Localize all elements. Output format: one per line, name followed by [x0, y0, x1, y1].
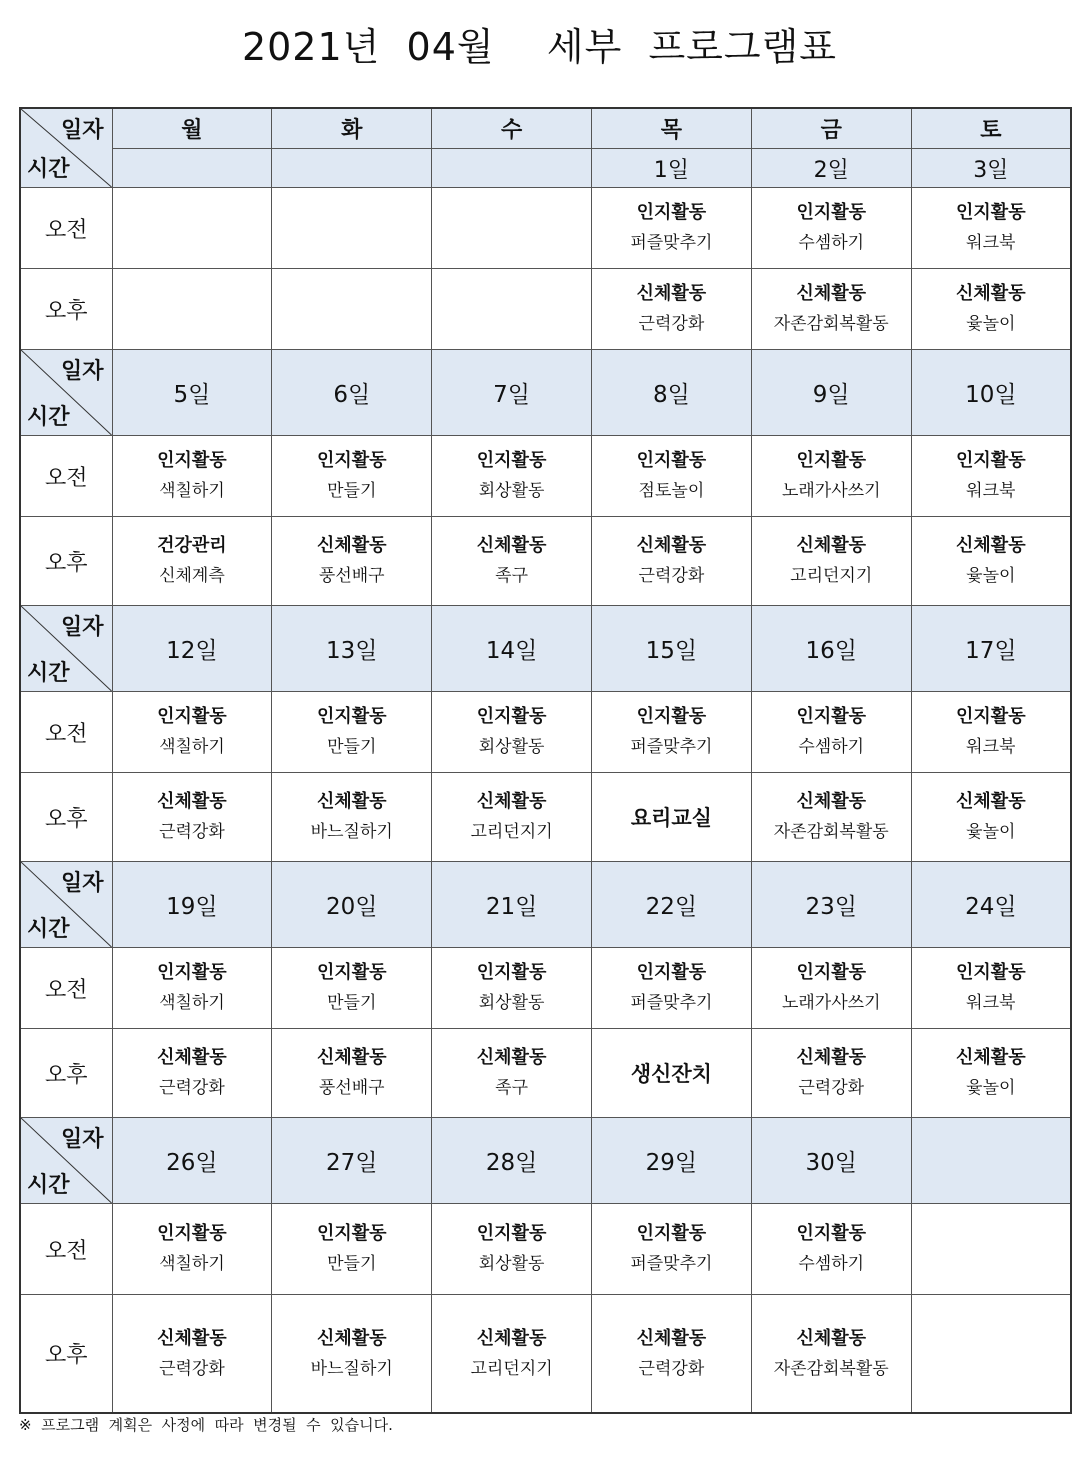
slot-row-am [20, 188, 1071, 269]
date-cell: 29일 [591, 1118, 751, 1204]
date-cell: 30일 [751, 1118, 911, 1204]
activity-cell [272, 1204, 432, 1295]
activity-category: 인지활동 [316, 1223, 387, 1244]
activity-name: 고리던지기 [790, 566, 873, 586]
activity-name: 수셈하기 [798, 737, 865, 757]
activity-name: 족구 [495, 1078, 528, 1098]
activity-name: 워크북 [966, 233, 1016, 253]
activity-name: 근력강화 [798, 1078, 865, 1098]
slot-row-am [20, 1204, 1071, 1295]
date-cell: 16일 [751, 606, 911, 692]
activity-cell [112, 188, 272, 269]
page-title: 2021년 04월 세부 프로그램표 [241, 25, 838, 69]
date-cell: 12일 [112, 606, 272, 692]
slot-label: 오전 [20, 1204, 112, 1295]
day-header: 수 [432, 108, 592, 149]
date-cell: 5일 [112, 350, 272, 436]
activity-category: 신체활동 [157, 791, 227, 812]
activity-name: 퍼즐맞추기 [630, 737, 713, 757]
date-cell [272, 149, 432, 188]
activity-name: 색칠하기 [159, 481, 225, 501]
activity-cell [432, 1204, 592, 1295]
activity-cell [272, 692, 432, 773]
activity-cell [591, 517, 751, 606]
slot-label: 오후 [20, 1029, 112, 1118]
activity-category: 인지활동 [956, 962, 1026, 983]
activity-cell [112, 269, 272, 350]
activity-name: 자존감회복활동 [773, 822, 889, 842]
day-header: 토 [911, 108, 1071, 149]
activity-category: 인지활동 [636, 1223, 707, 1244]
activity-cell [432, 188, 592, 269]
activity-category: 인지활동 [476, 962, 547, 983]
slot-label: 오후 [20, 1295, 112, 1414]
activity-name: 풍선배구 [318, 1078, 385, 1098]
activity-cell [272, 436, 432, 517]
corner-time-label: 시간 [27, 917, 70, 942]
slot-row-am [20, 692, 1071, 773]
activity-cell [751, 269, 911, 350]
activity-cell [911, 517, 1071, 606]
slot-label: 오후 [20, 773, 112, 862]
activity-cell [911, 1204, 1071, 1295]
activity-name: 근력강화 [159, 822, 225, 842]
activity-category: 신체활동 [956, 1047, 1026, 1068]
activity-name: 바느질하기 [310, 1358, 393, 1379]
activity-cell [432, 948, 592, 1029]
date-cell: 21일 [432, 862, 592, 948]
activity-name: 색칠하기 [159, 1254, 225, 1274]
week-header-row [20, 350, 1071, 436]
activity-category: 인지활동 [476, 1223, 547, 1244]
date-cell: 24일 [911, 862, 1071, 948]
activity-category: 신체활동 [316, 1327, 387, 1349]
activity-cell [112, 948, 272, 1029]
corner-date-label: 일자 [60, 1127, 104, 1152]
activity-cell [751, 517, 911, 606]
activity-cell [591, 188, 751, 269]
activity-cell [591, 1029, 751, 1118]
date-cell: 6일 [272, 350, 432, 436]
slot-row-am [20, 948, 1071, 1029]
schedule-table [19, 107, 1072, 1414]
activity-category: 인지활동 [476, 450, 547, 471]
date-cell: 19일 [112, 862, 272, 948]
activity-name: 근력강화 [159, 1078, 225, 1098]
date-cell: 3일 [911, 149, 1071, 188]
slot-label: 오전 [20, 188, 112, 269]
date-cell: 28일 [432, 1118, 592, 1204]
activity-cell [911, 692, 1071, 773]
activity-name: 워크북 [966, 737, 1016, 757]
activity-name: 바느질하기 [310, 822, 393, 842]
activity-cell [591, 1204, 751, 1295]
date-cell: 22일 [591, 862, 751, 948]
header-row-days [20, 108, 1071, 149]
date-cell: 13일 [272, 606, 432, 692]
activity-cell [112, 1204, 272, 1295]
activity-name: 만들기 [327, 993, 377, 1013]
date-cell: 26일 [112, 1118, 272, 1204]
slot-label: 오후 [20, 517, 112, 606]
special-event: 요리교실 [630, 806, 712, 830]
activity-category: 신체활동 [796, 283, 866, 304]
slot-label: 오후 [20, 269, 112, 350]
activity-category: 인지활동 [157, 1223, 227, 1244]
activity-cell [112, 773, 272, 862]
activity-name: 윷놀이 [966, 314, 1016, 334]
activity-cell [751, 1029, 911, 1118]
activity-cell [591, 773, 751, 862]
activity-cell [751, 692, 911, 773]
day-header: 목 [591, 108, 751, 149]
activity-cell [112, 1029, 272, 1118]
activity-category: 인지활동 [956, 706, 1026, 727]
date-cell [911, 1118, 1071, 1204]
activity-category: 신체활동 [796, 791, 866, 812]
activity-category: 인지활동 [316, 706, 387, 727]
slot-label: 오전 [20, 436, 112, 517]
activity-category: 인지활동 [796, 962, 866, 983]
activity-name: 만들기 [327, 481, 377, 501]
activity-name: 만들기 [327, 737, 377, 757]
activity-name: 색칠하기 [159, 737, 225, 757]
activity-name: 풍선배구 [318, 566, 385, 586]
activity-cell [751, 436, 911, 517]
activity-category: 신체활동 [316, 1047, 387, 1068]
activity-name: 워크북 [966, 993, 1016, 1013]
header-row-dates [20, 149, 1071, 188]
activity-category: 신체활동 [956, 535, 1026, 556]
activity-name: 근력강화 [638, 566, 705, 586]
date-cell [112, 149, 272, 188]
activity-cell [112, 436, 272, 517]
activity-category: 신체활동 [476, 535, 547, 556]
activity-name: 노래가사쓰기 [781, 993, 881, 1013]
activity-category: 인지활동 [796, 450, 866, 471]
activity-cell [432, 1295, 592, 1414]
date-cell: 14일 [432, 606, 592, 692]
activity-name: 고리던지기 [470, 822, 553, 842]
header-corner-cell [20, 108, 112, 188]
activity-category: 신체활동 [476, 1327, 547, 1349]
activity-cell [911, 188, 1071, 269]
date-cell: 10일 [911, 350, 1071, 436]
activity-name: 회상활동 [478, 481, 545, 501]
activity-category: 인지활동 [157, 450, 227, 471]
activity-cell [272, 188, 432, 269]
activity-name: 점토놀이 [638, 481, 705, 501]
slot-label: 오전 [20, 948, 112, 1029]
activity-category: 신체활동 [636, 283, 707, 304]
activity-category: 신체활동 [956, 283, 1026, 304]
activity-cell [272, 773, 432, 862]
activity-name: 수셈하기 [798, 233, 865, 253]
activity-category: 신체활동 [316, 535, 387, 556]
week-header-row [20, 606, 1071, 692]
activity-name: 고리던지기 [470, 1358, 553, 1379]
corner-date-label: 일자 [60, 871, 104, 896]
activity-name: 수셈하기 [798, 1254, 865, 1274]
activity-cell [432, 1029, 592, 1118]
activity-category: 신체활동 [476, 1047, 547, 1068]
activity-cell [751, 1295, 911, 1414]
activity-category: 인지활동 [157, 962, 227, 983]
activity-name: 색칠하기 [159, 993, 225, 1013]
activity-cell [112, 517, 272, 606]
week-header-row [20, 1118, 1071, 1204]
slot-row-pm [20, 1295, 1071, 1414]
activity-category: 인지활동 [796, 1223, 866, 1244]
activity-category: 신체활동 [956, 791, 1026, 812]
header-corner-cell [20, 862, 112, 948]
footnote: ※ 프로그램 계획은 사정에 따라 변경될 수 있습니다. [19, 1416, 393, 1434]
date-cell: 9일 [751, 350, 911, 436]
date-cell: 17일 [911, 606, 1071, 692]
activity-name: 회상활동 [478, 993, 545, 1013]
activity-cell [112, 692, 272, 773]
activity-name: 신체계측 [159, 566, 225, 586]
slot-label: 오전 [20, 692, 112, 773]
activity-cell [751, 1204, 911, 1295]
activity-cell [591, 948, 751, 1029]
slot-row-pm [20, 517, 1071, 606]
activity-cell [432, 692, 592, 773]
header-corner-cell [20, 606, 112, 692]
activity-cell [911, 436, 1071, 517]
slot-row-pm [20, 269, 1071, 350]
slot-row-pm [20, 773, 1071, 862]
slot-row-pm [20, 1029, 1071, 1118]
corner-time-label: 시간 [27, 405, 70, 430]
activity-category: 신체활동 [636, 1327, 707, 1349]
activity-cell [911, 1295, 1071, 1414]
activity-name: 퍼즐맞추기 [630, 1254, 713, 1274]
day-header: 화 [272, 108, 432, 149]
activity-cell [112, 1295, 272, 1414]
activity-cell [911, 948, 1071, 1029]
activity-name: 근력강화 [638, 1358, 705, 1379]
activity-name: 회상활동 [478, 737, 545, 757]
date-cell: 8일 [591, 350, 751, 436]
activity-name: 회상활동 [478, 1254, 545, 1274]
activity-cell [911, 269, 1071, 350]
date-cell: 23일 [751, 862, 911, 948]
activity-cell [432, 436, 592, 517]
corner-date-label: 일자 [60, 118, 104, 143]
date-cell: 7일 [432, 350, 592, 436]
header-corner-cell [20, 1118, 112, 1204]
activity-cell [272, 269, 432, 350]
activity-category: 인지활동 [316, 962, 387, 983]
activity-cell [272, 517, 432, 606]
date-cell: 2일 [751, 149, 911, 188]
slot-row-am [20, 436, 1071, 517]
activity-name: 자존감회복활동 [773, 314, 889, 334]
activity-name: 퍼즐맞추기 [630, 233, 713, 253]
corner-date-label: 일자 [60, 615, 104, 640]
activity-cell [911, 773, 1071, 862]
date-cell [432, 149, 592, 188]
special-event: 생신잔치 [630, 1062, 712, 1086]
activity-cell [272, 1295, 432, 1414]
activity-category: 건강관리 [157, 535, 227, 556]
activity-category: 인지활동 [796, 202, 866, 223]
day-header: 월 [112, 108, 272, 149]
activity-cell [751, 188, 911, 269]
corner-time-label: 시간 [27, 157, 70, 182]
activity-category: 인지활동 [956, 450, 1026, 471]
activity-cell [591, 269, 751, 350]
activity-category: 인지활동 [636, 962, 707, 983]
activity-name: 노래가사쓰기 [781, 481, 881, 501]
corner-date-label: 일자 [60, 359, 104, 384]
activity-cell [591, 436, 751, 517]
activity-name: 자존감회복활동 [773, 1358, 889, 1379]
activity-cell [272, 1029, 432, 1118]
date-cell: 27일 [272, 1118, 432, 1204]
activity-name: 만들기 [327, 1254, 377, 1274]
header-corner-cell [20, 350, 112, 436]
activity-cell [591, 1295, 751, 1414]
activity-cell [272, 948, 432, 1029]
activity-category: 인지활동 [956, 202, 1026, 223]
activity-cell [591, 692, 751, 773]
activity-category: 신체활동 [157, 1327, 227, 1349]
activity-name: 윷놀이 [966, 566, 1016, 586]
activity-category: 신체활동 [476, 791, 547, 812]
activity-category: 인지활동 [636, 450, 707, 471]
activity-name: 근력강화 [638, 314, 705, 334]
activity-category: 신체활동 [796, 1327, 866, 1349]
activity-name: 퍼즐맞추기 [630, 993, 713, 1013]
activity-cell [432, 269, 592, 350]
activity-cell [911, 1029, 1071, 1118]
activity-category: 인지활동 [157, 706, 227, 727]
activity-category: 신체활동 [636, 535, 707, 556]
activity-category: 신체활동 [316, 791, 387, 812]
date-cell: 20일 [272, 862, 432, 948]
activity-category: 인지활동 [476, 706, 547, 727]
activity-cell [751, 773, 911, 862]
activity-cell [432, 773, 592, 862]
activity-category: 인지활동 [316, 450, 387, 471]
activity-category: 인지활동 [636, 706, 707, 727]
activity-name: 족구 [495, 566, 528, 586]
activity-category: 신체활동 [796, 535, 866, 556]
activity-cell [432, 517, 592, 606]
activity-name: 윷놀이 [966, 1078, 1016, 1098]
activity-name: 윷놀이 [966, 822, 1016, 842]
week-header-row [20, 862, 1071, 948]
corner-time-label: 시간 [27, 1173, 70, 1198]
activity-name: 근력강화 [159, 1358, 225, 1379]
activity-category: 신체활동 [157, 1047, 227, 1068]
activity-category: 인지활동 [796, 706, 866, 727]
date-cell: 1일 [591, 149, 751, 188]
activity-cell [751, 948, 911, 1029]
activity-category: 신체활동 [796, 1047, 866, 1068]
corner-time-label: 시간 [27, 661, 70, 686]
activity-name: 워크북 [966, 481, 1016, 501]
activity-category: 인지활동 [636, 202, 707, 223]
date-cell: 15일 [591, 606, 751, 692]
day-header: 금 [751, 108, 911, 149]
